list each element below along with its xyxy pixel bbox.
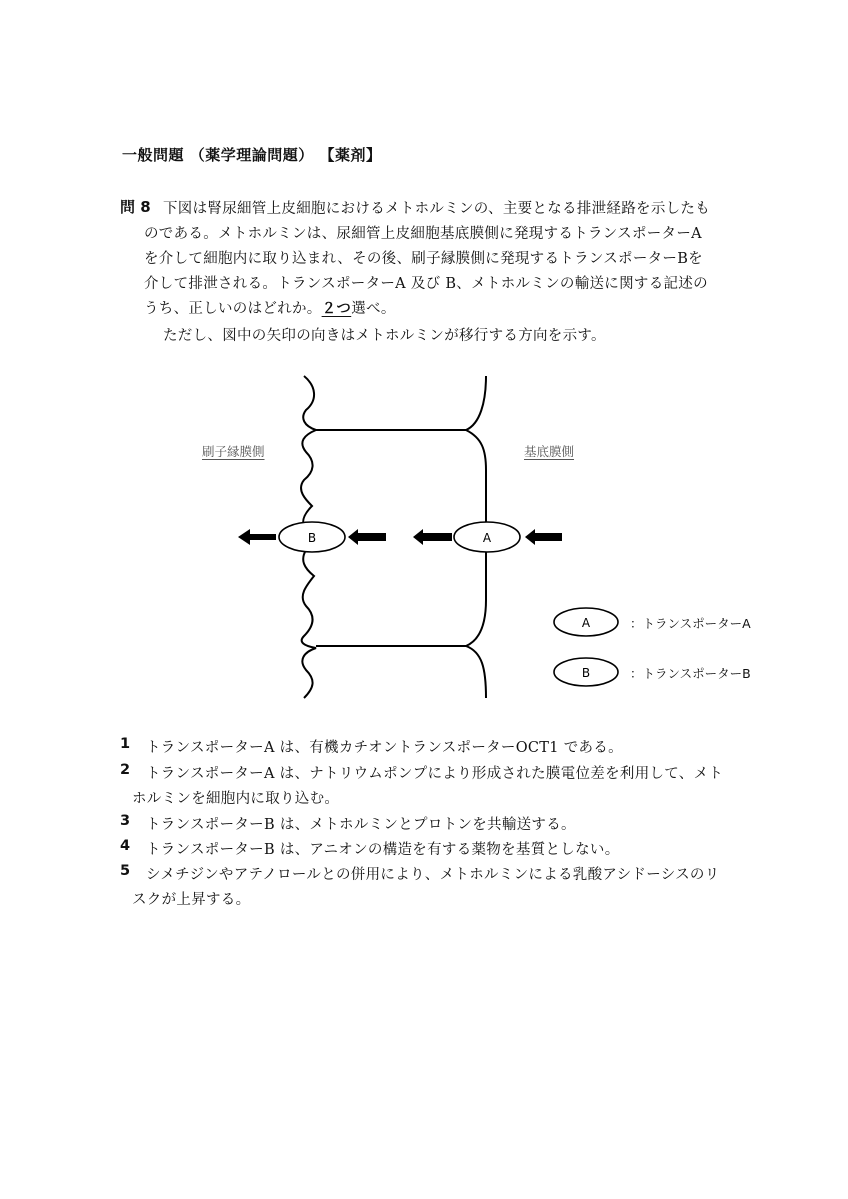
- question-line-1: 下図は腎尿細管上皮細胞におけるメトホルミンの、主要となる排泄経路を示したも: [163, 201, 711, 217]
- question-line-2: のである。メトホルミンは、尿細管上皮細胞基底膜側に発現するトランスポーターA: [144, 226, 702, 242]
- option-5-text-line-1: シメチジンやアテノロールとの併用により、メトホルミンによる乳酸アシドーシスのリ: [146, 867, 720, 883]
- legend-a-symbol: A: [581, 616, 591, 630]
- question-line-5-suffix: 選べ。: [351, 301, 396, 317]
- legend-b-symbol: B: [581, 666, 591, 680]
- option-5-number: 5: [120, 863, 131, 879]
- question-line-5-prefix: うち、正しいのはどれか。: [144, 301, 322, 317]
- option-1-text: トランスポーターA は、有機カチオントランスポーターOCT1 である。: [146, 740, 623, 756]
- option-5-text-line-2: スクが上昇する。: [132, 892, 251, 908]
- question-line-3: を介して細胞内に取り込まれ、その後、刷子縁膜側に発現するトランスポーターBを: [144, 251, 703, 267]
- arrow-into-b: [348, 529, 386, 545]
- basolateral-side-label: 基底膜側: [524, 444, 575, 459]
- transporter-a-label: A: [482, 531, 492, 545]
- option-3-number: 3: [120, 813, 131, 829]
- legend-b-text: ：トランスポーターB: [630, 666, 751, 681]
- question-number: 問 8: [120, 198, 151, 216]
- brush-border-side-label: 刷子縁膜側: [202, 444, 265, 459]
- option-1-number: 1: [120, 736, 131, 752]
- option-2-text-line-2: ホルミンを細胞内に取り込む。: [132, 791, 340, 807]
- transporter-b-label: B: [307, 531, 317, 545]
- question-line-4: 介して排泄される。トランスポーターA 及び B、メトホルミンの輸送に関する記述の: [144, 276, 708, 292]
- select-count-emphasis: ２つ: [321, 301, 352, 317]
- arrow-out-left: [238, 529, 276, 545]
- arrow-cell-to-b: [413, 529, 452, 545]
- arrow-into-a: [525, 529, 562, 545]
- option-3-text: トランスポーターB は、メトホルミンとプロトンを共輸送する。: [146, 817, 576, 833]
- legend-a-text: ：トランスポーターA: [630, 616, 751, 631]
- section-header: 一般問題 （薬学理論問題） 【薬剤】: [122, 146, 382, 164]
- option-4-number: 4: [120, 838, 131, 854]
- question-note: ただし、図中の矢印の向きはメトホルミンが移行する方向を示す。: [163, 328, 606, 344]
- option-2-number: 2: [120, 762, 131, 778]
- option-2-text-line-1: トランスポーターA は、ナトリウムポンプにより形成された膜電位差を利用して、メト: [146, 766, 724, 782]
- option-4-text: トランスポーターB は、アニオンの構造を有する薬物を基質としない。: [146, 842, 620, 858]
